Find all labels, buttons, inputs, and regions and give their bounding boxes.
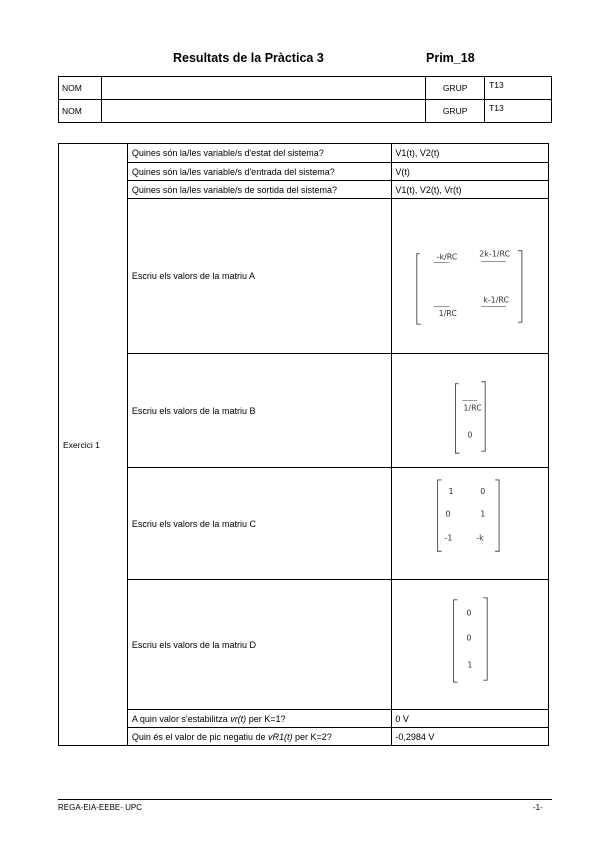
table-row <box>59 199 549 354</box>
matrix-c-cell: -k <box>476 533 485 543</box>
matrix-c-cell: 1 <box>480 509 486 519</box>
table-row <box>59 181 549 199</box>
question-cell: Escriu els valors de la matriu A <box>127 199 391 354</box>
nom-field[interactable] <box>101 77 425 100</box>
nom-label: NOM <box>59 100 102 123</box>
grup-label: GRUP <box>426 77 485 100</box>
question-cell: Quines són la/les variable/s d'estat del sistema? <box>127 144 391 163</box>
matrix-a-cell: 2k-1/RC <box>479 249 511 259</box>
question-cell: Quines són la/les variable/s de sortida del sistema? <box>127 181 391 199</box>
matrix-c-cell: -1 <box>444 533 453 543</box>
matrix-d-cell: 0 <box>466 633 472 643</box>
answer-cell[interactable]: V1(t), V2(t), Vr(t) <box>392 181 549 199</box>
matrix-b-answer[interactable] <box>392 354 549 468</box>
matrix-c-cell: 0 <box>480 486 486 496</box>
variable-text: vR1(t) <box>268 731 293 742</box>
table-row <box>59 710 549 728</box>
answer-cell[interactable]: -0,2984 V <box>392 728 549 746</box>
matrix-b-cell: 0 <box>467 430 473 440</box>
table-row <box>59 468 549 580</box>
question-cell: Quines són la/les variable/s d'entrada del sistema? <box>127 163 391 181</box>
exercise-table <box>58 143 549 746</box>
practice-code: Prim_18 <box>426 51 475 65</box>
footer-divider <box>58 799 552 800</box>
matrix-a-cell: -k/RC <box>436 252 458 262</box>
matrix-a-cell: k-1/RC <box>483 295 510 305</box>
answer-cell[interactable]: V1(t), V2(t) <box>392 144 549 163</box>
page-number: -1- <box>533 803 543 812</box>
answer-cell[interactable]: V(t) <box>392 163 549 181</box>
grup-field[interactable]: T13 <box>485 77 552 100</box>
matrix-a-cell: 1/RC <box>438 309 458 319</box>
table-row <box>59 580 549 710</box>
question-cell: Escriu els valors de la matriu B <box>127 354 391 468</box>
question-cell: Escriu els valors de la matriu C <box>127 468 391 580</box>
matrix-b-drawing <box>392 354 548 467</box>
footer-left: REGA-EIA-EEBE- UPC <box>58 803 143 812</box>
matrix-a-drawing <box>392 199 548 353</box>
question-cell: A quin valor s'estabilitza vr(t) per K=1? <box>127 710 391 728</box>
matrix-a-answer[interactable] <box>392 199 549 354</box>
table-row <box>59 144 549 163</box>
student-row <box>59 77 552 100</box>
grup-label: GRUP <box>426 100 485 123</box>
matrix-d-cell: 1 <box>467 660 473 670</box>
matrix-c-drawing <box>392 468 548 579</box>
matrix-d-cell: 0 <box>466 608 472 618</box>
matrix-b-cell: 1/RC <box>463 403 483 413</box>
matrix-c-cell: 0 <box>445 509 451 519</box>
table-row <box>59 354 549 468</box>
nom-label: NOM <box>59 77 102 100</box>
matrix-d-answer[interactable] <box>392 580 549 710</box>
answer-cell[interactable]: 0 V <box>392 710 549 728</box>
matrix-d-drawing <box>392 580 548 709</box>
page-title: Resultats de la Pràctica 3 <box>173 51 324 65</box>
question-cell: Quin és el valor de pic negatiu de vR1(t) per K=2? <box>127 728 391 746</box>
matrix-c-answer[interactable] <box>392 468 549 580</box>
matrix-c-cell: 1 <box>448 486 454 496</box>
variable-text: vr(t) <box>230 713 247 724</box>
grup-field[interactable]: T13 <box>485 100 552 123</box>
nom-field[interactable] <box>101 100 425 123</box>
question-cell: Escriu els valors de la matriu D <box>127 580 391 710</box>
exercise-label: Exercici 1 <box>59 144 128 746</box>
table-row <box>59 163 549 181</box>
student-table <box>58 76 552 123</box>
student-row <box>59 100 552 123</box>
table-row <box>59 728 549 746</box>
